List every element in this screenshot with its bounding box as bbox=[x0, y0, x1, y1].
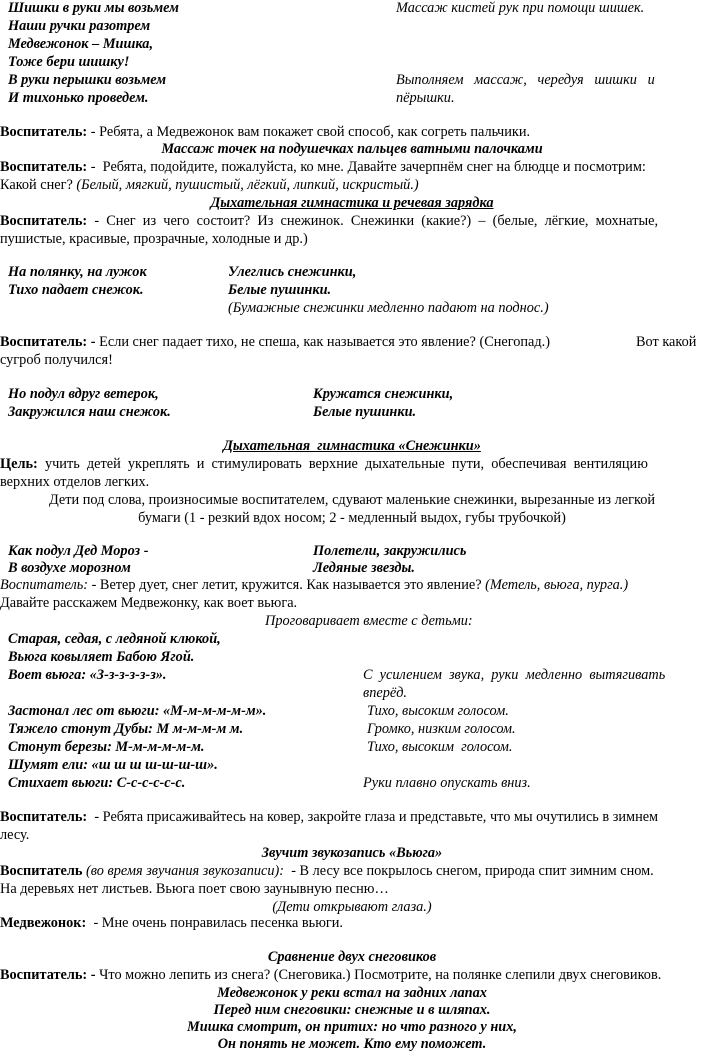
paragraph-line: верхних отделов легких. bbox=[0, 474, 150, 490]
speaker-label: Воспитатель: bbox=[0, 213, 88, 229]
poem-line: Вьюга ковыляет Бабою Ягой. bbox=[8, 649, 195, 665]
paragraph-text: Что можно лепить из снега? (Снеговика.) Посмотрите, на полянке слепили двух снеговиков. bbox=[99, 967, 662, 983]
speaker-label: Воспитатель: bbox=[0, 809, 88, 825]
speaker-label: Воспитатель: bbox=[0, 159, 88, 175]
poem-line: Белые пушинки. bbox=[228, 282, 332, 298]
stage-note: Руки плавно опускать вниз. bbox=[363, 775, 531, 791]
section-heading: Сравнение двух снеговиков bbox=[267, 949, 437, 965]
poem-line: Шумят ели: «ш ш ш ш-ш-ш-ш». bbox=[8, 757, 218, 773]
speaker-label: Медвежонок: bbox=[0, 915, 87, 931]
poem-line: Тихо падает снежок. bbox=[8, 282, 144, 298]
instruction-line: Дети под слова, произносимые воспитателем, сдувают маленькие снежинки, вырезанные из легкой bbox=[48, 492, 656, 508]
section-heading: Звучит звукозапись «Вьюга» bbox=[261, 845, 443, 861]
stage-note: Массаж кистей рук при помощи шишек. bbox=[396, 0, 645, 16]
poem-line: Стихает вьюги: С-с-с-с-с-с. bbox=[8, 775, 186, 791]
paragraph bbox=[0, 124, 530, 142]
speaker-label: Воспитатель: - bbox=[0, 334, 100, 350]
poem-line: Как подул Дед Мороз - bbox=[8, 543, 149, 559]
stage-note: Тихо, высоким голосом. bbox=[367, 739, 513, 755]
section-heading: Массаж точек на подушечках пальцев ватными палочками bbox=[161, 141, 543, 157]
paragraph-line: лесу. bbox=[0, 827, 30, 843]
stage-note: Громко, низким голосом. bbox=[367, 721, 516, 737]
stage-note: пёрышки. bbox=[396, 90, 455, 106]
poem-line: Шишки в руки мы возьмем bbox=[8, 0, 179, 16]
paragraph-text: Какой снег? bbox=[0, 177, 77, 193]
stage-note: Тихо, высоким голосом. bbox=[367, 703, 509, 719]
poem-line: Полетели, закружились bbox=[313, 543, 467, 559]
poem-line: В воздухе морозном bbox=[8, 560, 131, 576]
poem-line: Кружатся снежинки, bbox=[313, 386, 454, 402]
paragraph-text: - Ребята, а Медвежонок вам покажет свой способ, как согреть пальчики. bbox=[87, 124, 531, 140]
stage-note: (Бумажные снежинки медленно падают на поднос.) bbox=[228, 300, 549, 316]
paragraph bbox=[0, 809, 658, 827]
answer-text: (Метель, вьюга, пурга.) bbox=[485, 577, 629, 593]
speaker-label: Воспитатель bbox=[0, 863, 87, 879]
poem-line: Но подул вдруг ветерок, bbox=[8, 386, 159, 402]
stage-note: (Дети открывают глаза.) bbox=[272, 899, 432, 915]
poem-line: В руки перышки возьмем bbox=[8, 72, 167, 88]
instruction-line: бумаги (1 - резкий вдох носом; 2 - медленный выдох, губы трубочкой) bbox=[138, 510, 566, 526]
speaker-label: Воспитатель: - bbox=[0, 967, 100, 983]
paragraph-line bbox=[0, 177, 419, 195]
poem-line: Перед ним снеговики: снежные и в шляпах. bbox=[213, 1002, 491, 1018]
paragraph-line: сугроб получился! bbox=[0, 352, 113, 368]
speaker-label: Воспитатель: bbox=[0, 577, 88, 593]
paragraph-text: - Ребята присаживайтесь на ковер, закройте глаза и представьте, что мы очутились в зимнем bbox=[87, 809, 659, 825]
paragraph-text: - Мне очень понравилась песенка вьюги. bbox=[86, 915, 343, 931]
speaker-label: Воспитатель: bbox=[0, 124, 88, 140]
paragraph bbox=[0, 456, 648, 474]
poem-line: Медвежонок – Мишка, bbox=[8, 36, 154, 52]
section-heading: Дыхательная гимнастика и речевая зарядка bbox=[210, 195, 494, 211]
paragraph-text: - Ребята, подойдите, пожалуйста, ко мне. Давайте зачерпнём снег на блюдце и посмотрим: bbox=[87, 159, 646, 175]
paragraph bbox=[0, 863, 654, 881]
poem-line: Стонут березы: М-м-м-м-м-м. bbox=[8, 739, 205, 755]
poem-line: Воет вьюга: «З-з-з-з-з-з». bbox=[8, 667, 167, 683]
answer-text: (Белый, мягкий, пушистый, лёгкий, липкий, искристый.) bbox=[76, 177, 419, 193]
poem-line: Закружился наш снежок. bbox=[8, 404, 171, 420]
poem-line: Мишка смотрит, он притих: но что разного у них, bbox=[187, 1019, 517, 1035]
stage-note: С усилением звука, руки медленно вытягивать bbox=[363, 667, 666, 683]
section-heading: Дыхательная гимнастика «Снежинки» bbox=[223, 438, 481, 454]
stage-note: Выполняем массаж, чередуя шишки и bbox=[396, 72, 655, 88]
paragraph-line: пушистые, красивые, прозрачные, холодные и др.) bbox=[0, 231, 308, 247]
poem-line: Тяжело стонут Дубы: М м-м-м-м м. bbox=[8, 721, 244, 737]
stage-note: (во время звучания звукозаписи): bbox=[86, 863, 285, 879]
paragraph bbox=[0, 213, 658, 231]
poem-line: Наши ручки разотрем bbox=[8, 18, 151, 34]
poem-line: На полянку, на лужок bbox=[8, 264, 147, 280]
stage-note: Проговаривает вместе с детьми: bbox=[265, 613, 473, 629]
paragraph-text: Если снег падает тихо, не спеша, как называется это явление? (Снегопад.) bbox=[99, 334, 551, 350]
goal-label: Цель: bbox=[0, 456, 38, 472]
poem-line: Медвежонок у реки встал на задних лапах bbox=[217, 985, 487, 1001]
poem-line: Улеглись снежинки, bbox=[228, 264, 357, 280]
poem-line: Ледяные звезды. bbox=[313, 560, 415, 576]
paragraph-text: - Снег из чего состоит? Из снежинок. Снежинки (какие?) – (белые, лёгкие, мохнатые, bbox=[87, 213, 659, 229]
paragraph-text: учить детей укреплять и стимулировать верхние дыхательные пути, обеспечивая вентиляцию bbox=[37, 456, 648, 472]
paragraph-line: На деревьях нет листьев. Вьюга поет свою заунывную песню… bbox=[0, 881, 389, 897]
poem-line: Старая, седая, с ледяной клюкой, bbox=[8, 631, 221, 647]
poem-line: Застонал лес от вьюги: «М-м-м-м-м-м». bbox=[8, 703, 267, 719]
paragraph bbox=[0, 159, 646, 177]
poem-line: Тоже бери шишку! bbox=[8, 54, 130, 70]
paragraph-text: - Ветер дует, снег летит, кружится. Как называется это явление? bbox=[88, 577, 486, 593]
paragraph-text: Вот какой bbox=[636, 334, 697, 350]
poem-line: Он понять не может. Кто ему поможет. bbox=[217, 1036, 487, 1052]
paragraph-text: - В лесу все покрылось снегом, природа спит зимним сном. bbox=[284, 863, 654, 879]
paragraph-line: Давайте расскажем Медвежонку, как воет вьюга. bbox=[0, 595, 298, 611]
paragraph bbox=[0, 967, 661, 985]
stage-note: вперёд. bbox=[363, 685, 408, 701]
paragraph bbox=[0, 334, 550, 352]
paragraph bbox=[0, 577, 628, 595]
poem-line: Белые пушинки. bbox=[313, 404, 417, 420]
poem-line: И тихонько проведем. bbox=[8, 90, 149, 106]
paragraph bbox=[0, 915, 343, 933]
